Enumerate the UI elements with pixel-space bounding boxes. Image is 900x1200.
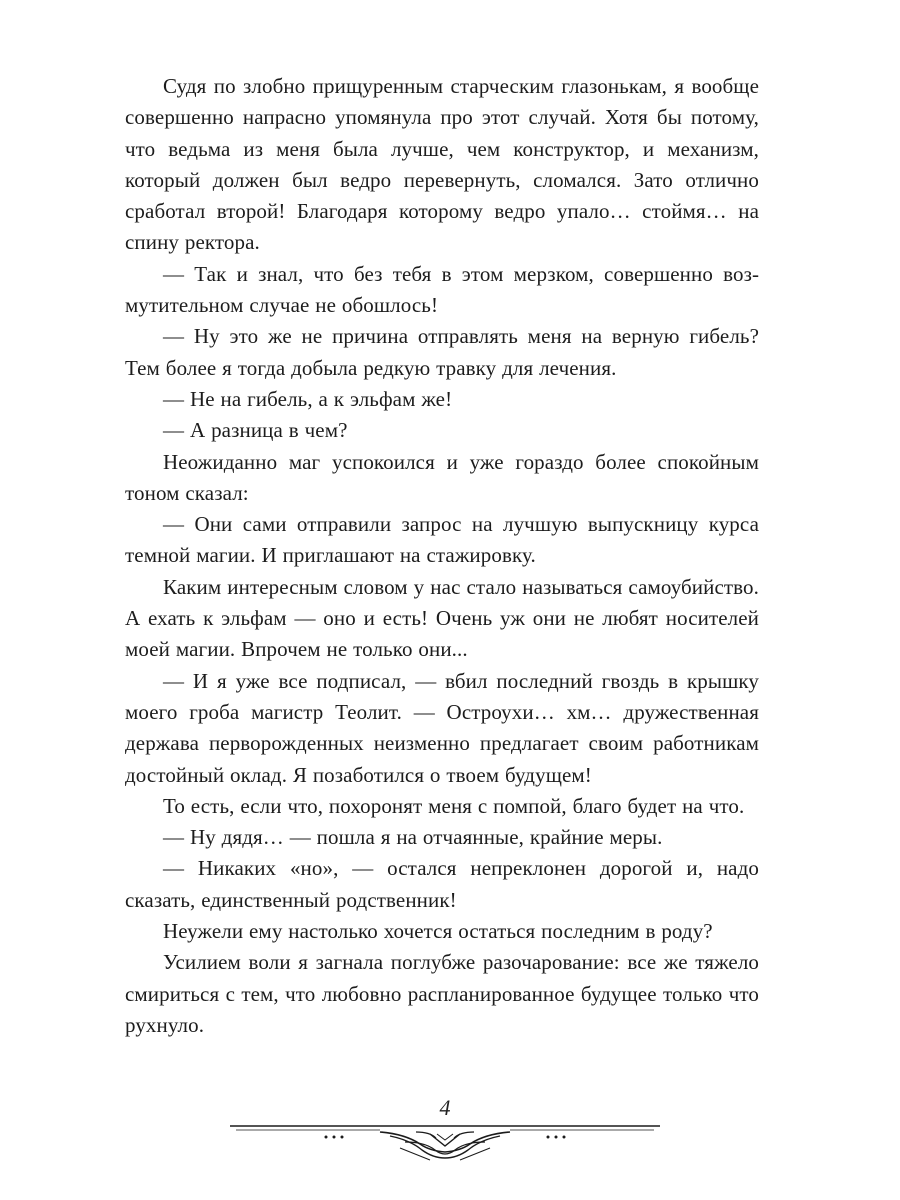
paragraph: — Не на гибель, а к эльфам же! bbox=[163, 386, 453, 411]
paragraph: Неужели ему настолько хочется остаться последним в роду? bbox=[163, 919, 713, 944]
paragraph: — И я уже все подписал, — вбил последний гвоздь в крышку моего гроба магистр Теолит. — Остроухи… хм… дружественная держава перворожденных неизменно предлагает своим работникам достойный оклад. Я позаботился о твоем будущем! bbox=[125, 668, 759, 787]
paragraph: — Ну дядя… — пошла я на отчаянные, крайние меры. bbox=[163, 825, 663, 850]
paragraph: То есть, если что, похоронят меня с помпой, благо будет на что. bbox=[163, 793, 745, 818]
paragraph: Неожиданно маг успокоился и уже гораздо более спокойным тоном сказал: bbox=[125, 449, 759, 505]
paragraph: — А разница в чем? bbox=[163, 418, 348, 443]
paragraph: Судя по злобно прищуренным старческим глазонькам, я вообще совершенно напрасно упомянула про этот случай. Хотя бы потому, что ведьма из меня была лучше, чем конструктор, и механизм, который должен был ведро перевернуть, сломался. Зато отлично сработал второй! Благодаря которому ведро упало… стоймя… на спину ректора. bbox=[125, 74, 759, 255]
paragraph: — Так и знал, что без тебя в этом мерзком, совершенно возмутительном случае не обошлось! bbox=[125, 261, 759, 318]
paragraph: Каким интересным словом у нас стало называться самоубийство. А ехать к эльфам — оно и есть! Очень уж они не любят носителей моей магии. Впрочем не только они... bbox=[125, 574, 759, 662]
paragraph: — Они сами отправили запрос на лучшую выпускницу курса темной магии. И приглашают на стажировку. bbox=[125, 512, 759, 568]
decorative-flourish-icon bbox=[230, 1120, 660, 1164]
paragraph: — Никаких «но», — остался непреклонен дорогой и, надо сказать, единственный родственник! bbox=[125, 856, 759, 912]
paragraph: Усилием воли я загнала поглубже разочарование: все же тяжело смириться с тем, что любовно распланированное будущее только что рухнуло. bbox=[125, 950, 759, 1037]
page-footer bbox=[230, 1096, 660, 1166]
body-text bbox=[125, 71, 759, 1041]
paragraph: — Ну это же не причина отправлять меня на верную гибель? Тем более я тогда добыла редкую травку для лечения. bbox=[125, 324, 759, 380]
page-number: 4 bbox=[439, 1095, 451, 1120]
